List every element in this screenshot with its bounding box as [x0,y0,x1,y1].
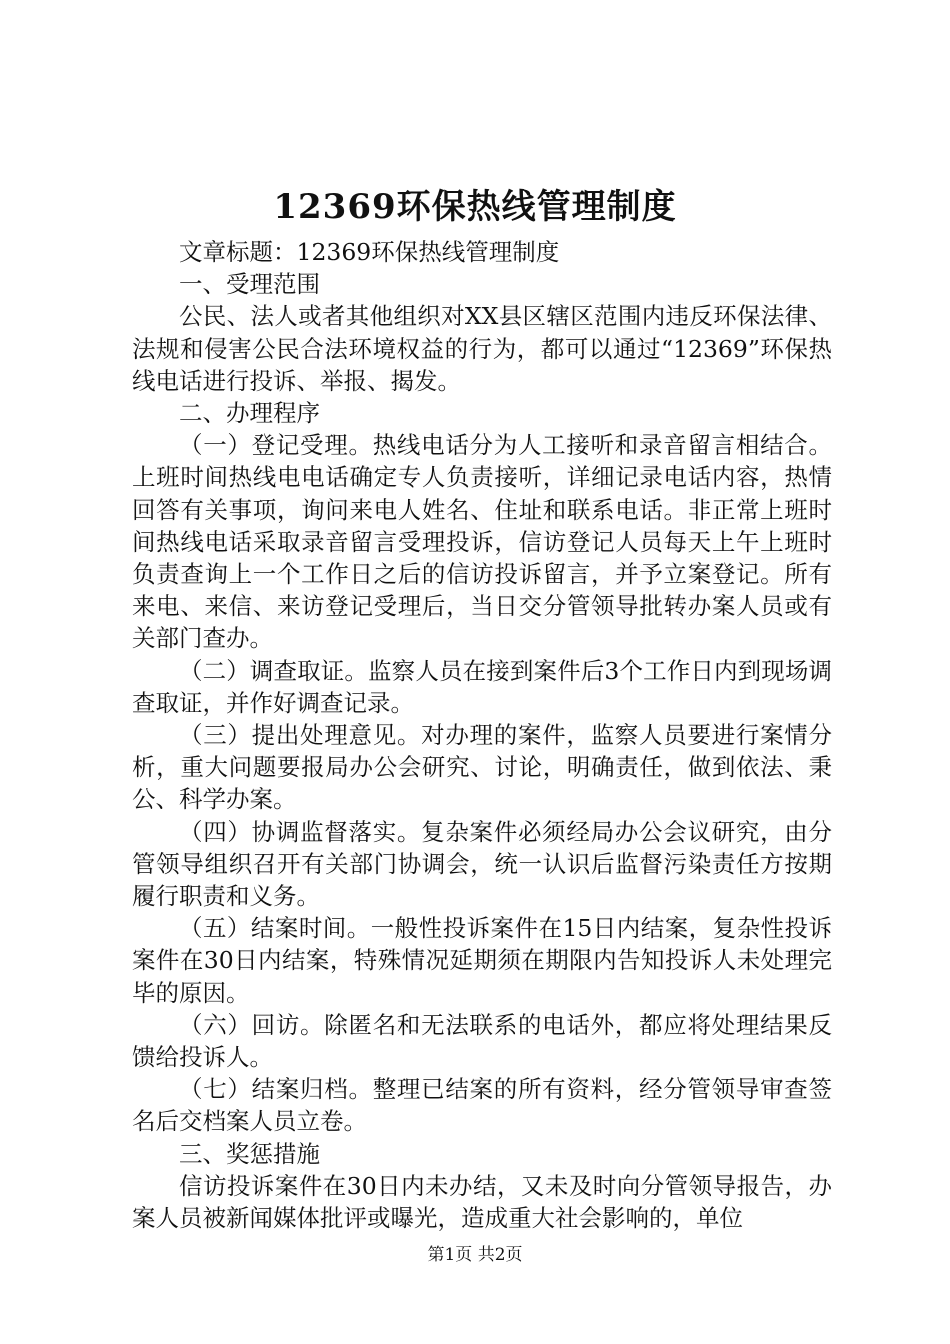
paragraph-rewards: 信访投诉案件在30日内未办结，又未及时向分管领导报告，办案人员被新闻媒体批评或曝光，造成重大社会影响的，单位 [132,1171,832,1233]
page-footer: 第1页 共2页 [427,1245,523,1265]
paragraph-procedure-2: （二）调查取证。监察人员在接到案件后3个工作日内到现场调查取证，并作好调查记录。 [132,656,832,717]
document-title: 12369环保热线管理制度 [273,187,677,227]
paragraph-procedure-6: （六）回访。除匿名和无法联系的电话外，都应将处理结果反馈给投诉人。 [132,1010,832,1072]
section-heading-scope: 一、受理范围 [179,270,320,299]
paragraph-scope: 公民、法人或者其他组织对XX县区辖区范围内违反环保法律、法规和侵害公民合法环境权益的行为，都可以通过“12369”环保热线电话进行投诉、举报、揭发。 [132,302,832,395]
paragraph-procedure-4: （四）协调监督落实。复杂案件必须经局办公会议研究，由分管领导组织召开有关部门协调会，统一认识后监督污染责任方按期履行职责和义务。 [132,817,832,911]
paragraph-procedure-7: （七）结案归档。整理已结案的所有资料，经分管领导审查签名后交档案人员立卷。 [132,1075,832,1136]
paragraph-procedure-5: （五）结案时间。一般性投诉案件在15日内结案，复杂性投诉案件在30日内结案，特殊情况延期须在期限内告知投诉人未处理完毕的原因。 [132,914,832,1007]
document-body [132,236,832,1234]
article-title-line: 文章标题：12369环保热线管理制度 [179,238,560,266]
paragraph-procedure-3: （三）提出处理意见。对办理的案件，监察人员要进行案情分析，重大问题要报局办公会研究、讨论，明确责任，做到依法、秉公、科学办案。 [132,721,832,814]
section-heading-procedure: 二、办理程序 [179,399,320,428]
section-heading-rewards: 三、奖惩措施 [179,1139,320,1168]
paragraph-procedure-1: （一）登记受理。热线电话分为人工接听和录音留言相结合。上班时间热线电电话确定专人负责接听，详细记录电话内容，热情回答有关事项，询问来电人姓名、住址和联系电话。非正常上班时间热线电话采取录音留言受理投诉，信访登记人员每天上午上班时负责查询上一个工作日之后的信访投诉留言，并予立案登记。所有来电、来信、来访登记受理后，当日交分管领导批转办案人员或有关部门查办。 [132,431,832,653]
